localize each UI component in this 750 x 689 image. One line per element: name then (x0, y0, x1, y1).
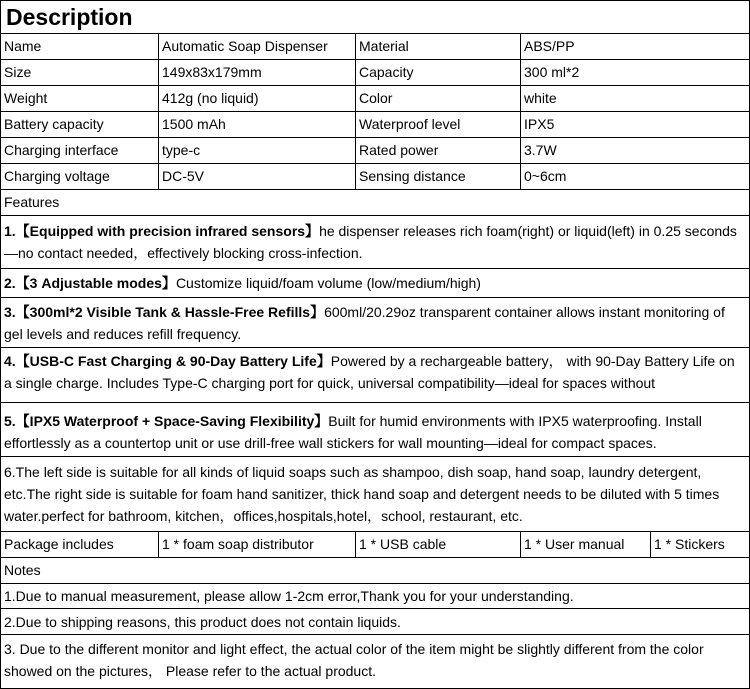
feature-item (0, 297, 750, 347)
feature-text: 6.The left side is suitable for all kinds of liquid soaps such as shampoo, dish soap, hand soap, laundry detergent, etc.The right side is suitable for foam hand sanitizer, thick hand soap and detergent needs to be diluted with 5 times water.perfect for bathroom, kitchen，offices,hospitals,hotel，school, restaurant, etc. (4, 464, 720, 524)
note-item (0, 634, 750, 688)
spec-value: Automatic Soap Dispenser (159, 34, 356, 59)
package-item: 1 * Stickers (654, 536, 725, 552)
description-header (0, 0, 750, 33)
spec-value: 0~6cm (524, 168, 567, 184)
feature-item (0, 215, 750, 268)
feature-text: 600ml/20.29oz transparent container allows instant monitoring of gel levels and reduces refill frequency. (4, 304, 725, 342)
feature-item (0, 456, 750, 531)
spec-label: Size (1, 60, 159, 85)
spec-label: Weight (1, 86, 159, 111)
feature-text: Powered by a rechargeable battery， with 90-Day Battery Life on a single charge. Includes Type-C charging port for quick, universal compatibility—ideal for spaces without (4, 353, 735, 391)
spec-value: 3.7W (524, 142, 557, 158)
spec-value: white (524, 90, 557, 106)
feature-text: Built for humid environments with IPX5 waterproofing. Install effortlessly as a countertop unit or use drill-free wall stickers for wall mounting—ideal for compact spaces. (4, 413, 702, 451)
note-text: 1.Due to manual measurement, please allow 1-2cm error,Thank you for your understanding. (4, 588, 574, 604)
feature-heading: 3.【300ml*2 Visible Tank & Hassle-Free Refills】 (4, 304, 325, 320)
spec-label: Material (356, 34, 521, 59)
spec-value: 412g (no liquid) (159, 86, 356, 111)
features-label-row (0, 189, 750, 215)
feature-text: Customize liquid/foam volume (low/medium/high) (175, 275, 481, 291)
note-item (0, 583, 750, 608)
spec-label: Color (356, 86, 521, 111)
spec-row (0, 33, 750, 59)
spec-value: type-c (159, 138, 356, 163)
spec-value: 149x83x179mm (159, 60, 356, 85)
spec-label: Waterproof level (356, 112, 521, 137)
spec-value: DC-5V (159, 164, 356, 189)
feature-item (0, 268, 750, 297)
note-item (0, 608, 750, 634)
spec-value: 300 ml*2 (524, 64, 580, 80)
notes-label: Notes (4, 562, 41, 578)
spec-label: Battery capacity (1, 112, 159, 137)
spec-row (0, 59, 750, 85)
feature-heading: 5.【IPX5 Waterproof + Space-Saving Flexibility】 (4, 413, 329, 429)
spec-row (0, 111, 750, 137)
feature-item (0, 347, 750, 402)
package-row (0, 531, 750, 557)
feature-heading: 1.【Equipped with precision infrared sensors】 (4, 223, 320, 239)
package-item: 1 * foam soap distributor (159, 532, 356, 557)
features-label: Features (4, 194, 60, 210)
spec-label: Rated power (356, 138, 521, 163)
feature-heading: 4.【USB-C Fast Charging & 90-Day Battery Life】 (4, 353, 331, 369)
spec-row (0, 137, 750, 163)
spec-value: 1500 mAh (159, 112, 356, 137)
spec-label: Charging interface (1, 138, 159, 163)
note-text: 3. Due to the different monitor and light effect, the actual color of the item might be slightly different from the color showed on the pictures， Please refer to the actual product. (4, 641, 704, 679)
page-title: Description (6, 4, 133, 30)
package-item: 1 * User manual (521, 532, 651, 557)
note-text: 2.Due to shipping reasons, this product does not contain liquids. (4, 614, 401, 630)
spec-label: Name (1, 34, 159, 59)
feature-text: he dispenser releases rich foam(right) or liquid(left) in 0.25 seconds—no contact needed，effectively blocking cross-infection. (4, 223, 737, 261)
notes-label-row (0, 557, 750, 583)
spec-row (0, 85, 750, 111)
feature-item (0, 402, 750, 456)
spec-value: IPX5 (524, 116, 555, 132)
package-label: Package includes (1, 532, 159, 557)
spec-label: Capacity (356, 60, 521, 85)
spec-row (0, 163, 750, 189)
package-item: 1 * USB cable (356, 532, 521, 557)
feature-heading: 2.【3 Adjustable modes】 (4, 275, 176, 291)
spec-label: Charging voltage (1, 164, 159, 189)
spec-value: ABS/PP (524, 38, 575, 54)
spec-label: Sensing distance (356, 164, 521, 189)
